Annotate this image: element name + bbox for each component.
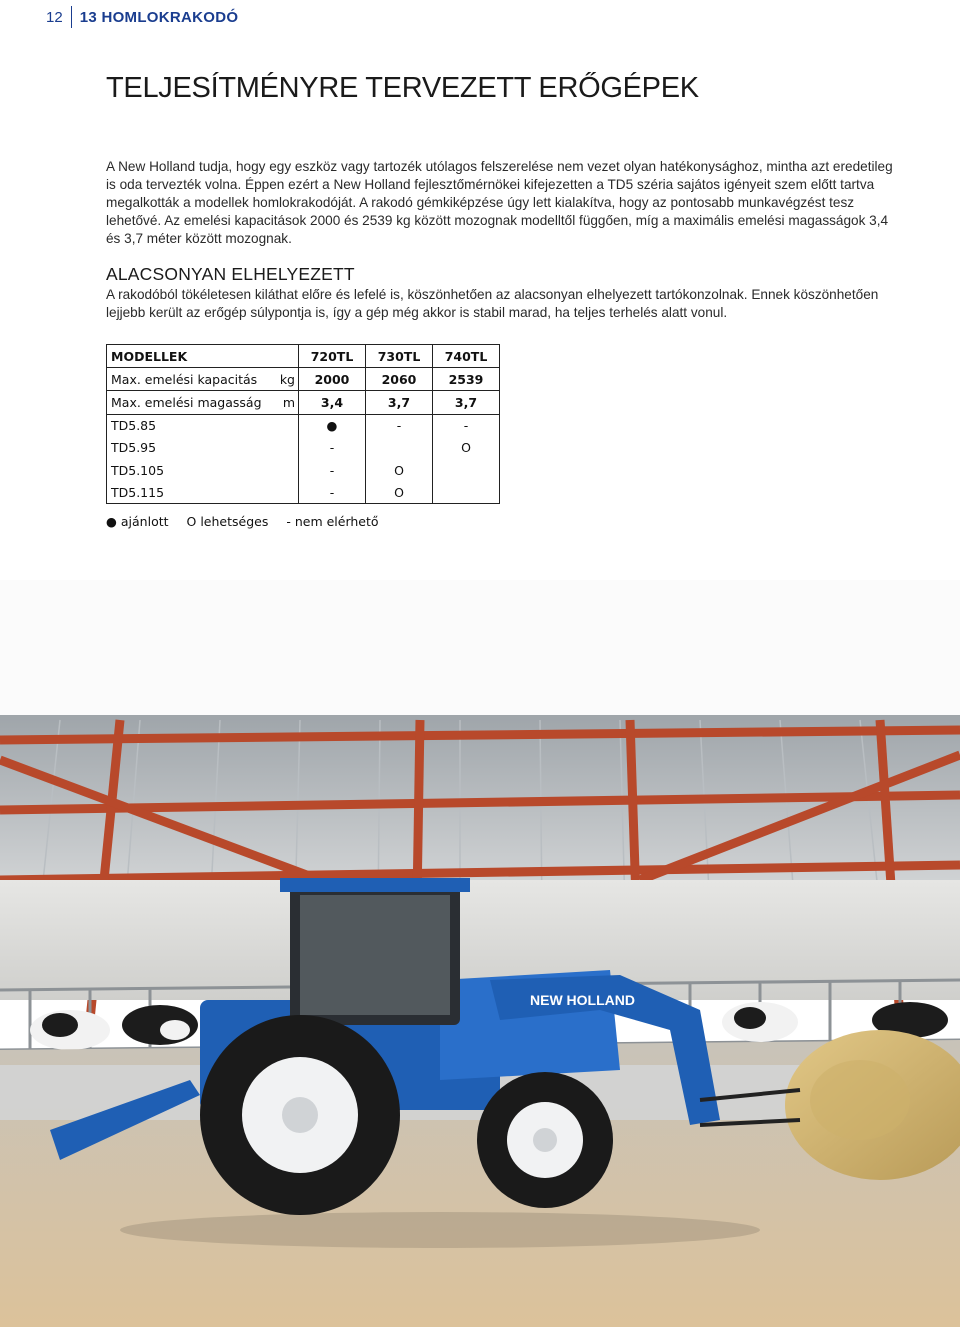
table-cell: TD5.85 (107, 414, 276, 437)
subheading-paragraph: A rakodóból tökéletesen kiláthat előre és lefelé is, köszönhetően az alacsonyan elhelyezett tartókonzolnak. Ennek köszönhetően lejjebb került az erőgép súlypontja is, így a gép még akkor is stabil marad, ha teljes terhelés alatt vonul. (106, 287, 879, 320)
table-cell: TD5.115 (107, 481, 276, 504)
cab-glass (300, 895, 450, 1015)
table-cell: ● (299, 414, 366, 437)
spec-table (106, 344, 500, 504)
table-cell: m (275, 391, 299, 414)
table-cell: 3,7 (366, 391, 433, 414)
table-header-cell (275, 345, 299, 368)
legend-recommended: ● ajánlott (106, 514, 169, 529)
table-cell (275, 414, 299, 437)
table-cell (433, 481, 500, 504)
tractor-logo: NEW HOLLAND (530, 992, 635, 1008)
legend-unavailable: - nem elérhető (286, 514, 379, 529)
table-cell (433, 459, 500, 481)
front-hub (533, 1128, 557, 1152)
table-cell: 3,7 (433, 391, 500, 414)
table-cell (275, 459, 299, 481)
table-cell: - (433, 414, 500, 437)
section-title: 13 HOMLOKRAKODÓ (79, 8, 239, 26)
page-number: 12 (46, 8, 63, 26)
table-header-cell: 720TL (299, 345, 366, 368)
table-row (107, 391, 500, 414)
rear-hub (282, 1097, 318, 1133)
table-cell: 2539 (433, 368, 500, 391)
table-cell: - (366, 414, 433, 437)
table-cell: kg (275, 368, 299, 391)
table-cell: - (299, 481, 366, 504)
table-cell: Max. emelési magasság (107, 391, 276, 414)
photo-background (0, 580, 960, 720)
table-cell: 3,4 (299, 391, 366, 414)
table-cell: O (366, 481, 433, 504)
table-cell: O (366, 459, 433, 481)
table-cell: Max. emelési kapacitás (107, 368, 276, 391)
table-row (107, 414, 500, 437)
cab-roof (280, 878, 470, 892)
table-header-cell: 740TL (433, 345, 500, 368)
table-cell: TD5.95 (107, 437, 276, 459)
table-cell: TD5.105 (107, 459, 276, 481)
table-cell: - (299, 459, 366, 481)
table-header-cell: MODELLEK (107, 345, 276, 368)
tractor-photo (0, 580, 960, 1327)
subheading: ALACSONYAN ELHELYEZETT (106, 264, 355, 284)
table-header-row (107, 345, 500, 368)
table-cell (275, 481, 299, 504)
table-cell: - (299, 437, 366, 459)
tractor-shadow (120, 1212, 760, 1248)
page-header (46, 6, 238, 28)
table-row (107, 437, 500, 459)
table-cell: 2000 (299, 368, 366, 391)
table-row (107, 368, 500, 391)
intro-paragraph: A New Holland tudja, hogy egy eszköz vagy tartozék utólagos felszerelése nem vezet olyan hatékonysághoz, mintha azt eredetileg is oda tervezték volna. Éppen ezért a New Holland fejlesztőmérnökei kifejezetten a TD5 széria sajátos igényeit szem előtt tartva megalkották a modellek homlokrakodóját. A rakodó gémkiképzése úgy lett kialakítva, hogy az pontosabb munkavégzést tesz lehetővé. Az emelési kapacitások 2000 és 2539 kg között mozognak modelltől függően, míg a maximális emelési magasságok 3,4 és 3,7 méter között mozognak. (106, 159, 893, 246)
table-cell (275, 437, 299, 459)
table-row (107, 459, 500, 481)
table-row (107, 481, 500, 504)
legend-possible: O lehetséges (186, 514, 269, 529)
page-title: TELJESÍTMÉNYRE TERVEZETT ERŐGÉPEK (106, 72, 699, 104)
table-cell: O (433, 437, 500, 459)
table-header-cell: 730TL (366, 345, 433, 368)
table-cell: 2060 (366, 368, 433, 391)
table-legend (106, 514, 393, 529)
table-cell (366, 437, 433, 459)
